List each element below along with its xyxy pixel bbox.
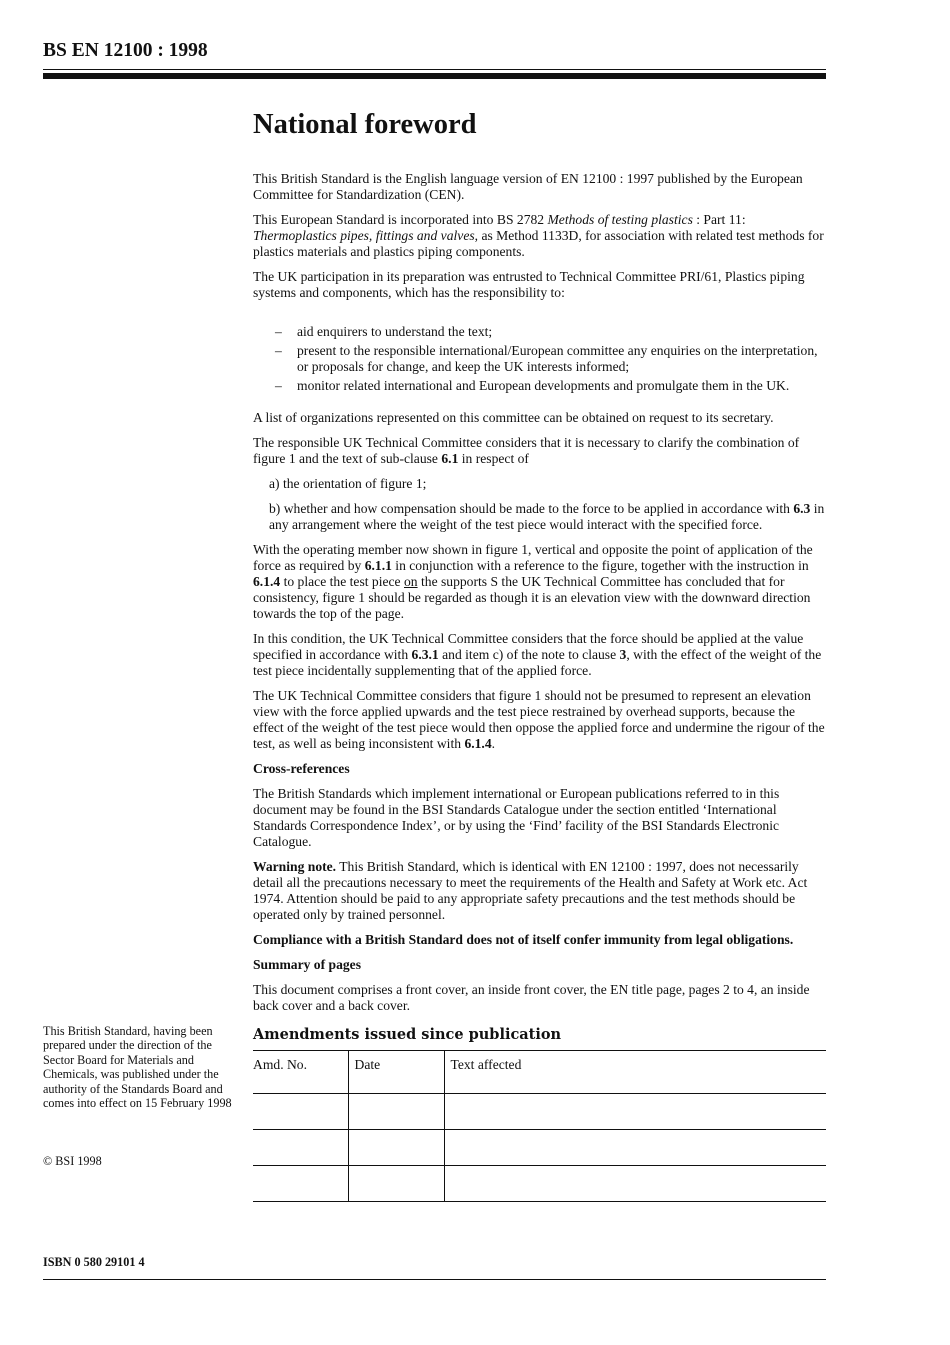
warning-note: Warning note. This British Standard, which is identical with EN 12100 : 1997, does not necessarily detail all the precautions necessary to meet the requirements of the Health and Safety at Work etc. Act 1974. Attention should be paid to any appropriate safety precautions and the test methods should be operated only by trained personnel.	[253, 859, 808, 922]
list-item: – monitor related international and European developments and promulgate them in the UK.	[275, 378, 790, 393]
copyright-notice: © BSI 1998	[43, 1154, 102, 1168]
paragraph-2: This European Standard is incorporated into BS 2782 Methods of testing plastics : Part 11: Thermoplastics pipes, fittings and valves, as Method 1133D, for association with related test methods for plastics materials and plastics piping components.	[253, 212, 824, 259]
table-row	[253, 1130, 826, 1166]
publication-note: This British Standard, having been prepared under the direction of the Sector Board for Materials and Chemicals, was published under the authority of the Standards Board and comes into effect on 15 February 1998	[43, 1024, 232, 1111]
paragraph-7: In this condition, the UK Technical Committee considers that the force should be applied at the value specified in accordance with 6.3.1 and item c) of the note to clause 3, with the effect of the weight of the test piece incidentally supplementing that of the applied force.	[253, 631, 822, 678]
amendments-table	[253, 1050, 826, 1202]
compliance-statement: Compliance with a British Standard does not of itself confer immunity from legal obligations.	[253, 932, 794, 947]
footer-rule	[43, 1279, 826, 1280]
paragraph-4: A list of organizations represented on this committee can be obtained on request to its secretary.	[253, 410, 774, 425]
header-rule-thick	[43, 73, 826, 79]
summary-text: This document comprises a front cover, an inside front cover, the EN title page, pages 2 to 4, an inside back cover and a back cover.	[253, 982, 810, 1013]
paragraph-5: The responsible UK Technical Committee considers that it is necessary to clarify the combination of figure 1 and the text of sub-clause 6.1 in respect of	[253, 435, 800, 466]
amendments-heading: Amendments issued since publication	[253, 1026, 562, 1043]
paragraph-8: The UK Technical Committee considers that figure 1 should not be presumed to represent an elevation view with the force applied upwards and the test piece restrained by overhead supports, because the effect of the weight of the test piece would then oppose the applied force and undermine the rigour of the test, as well as being inconsistent with 6.1.4.	[253, 688, 825, 751]
paragraph-cross-references: The British Standards which implement international or European publications referred to in this document may be found in the BSI Standards Catalogue under the section entitled ‘International Standards Correspondence Index’, or by using the ‘Find’ facility of the BSI Standards Electronic Catalogue.	[253, 786, 780, 849]
responsibility-list	[253, 324, 826, 394]
document-header	[43, 40, 826, 62]
column-header-date: Date	[348, 1051, 444, 1094]
list-item: – aid enquirers to understand the text;	[275, 324, 493, 339]
paragraph-3: The UK participation in its preparation was entrusted to Technical Committee PRI/61, Plastics piping systems and components, which has the responsibility to:	[253, 269, 805, 300]
page-title: National foreword	[253, 109, 477, 140]
document-code: BS EN 12100 : 1998	[43, 40, 208, 61]
table-row	[253, 1094, 826, 1130]
column-header-text-affected: Text affected	[444, 1051, 826, 1094]
sub-item-b: b) whether and how compensation should be made to the force to be applied in accordance with 6.3 in any arrangement where the weight of the test piece would interact with the specified force.	[269, 501, 825, 532]
isbn: ISBN 0 580 29101 4	[43, 1255, 145, 1269]
paragraph-1: This British Standard is the English language version of EN 12100 : 1997 published by the European Committee for Standardization (CEN).	[253, 171, 803, 202]
cross-references-heading: Cross-references	[253, 761, 350, 776]
sub-item-a: a) the orientation of figure 1;	[269, 476, 427, 491]
list-item: – present to the responsible international/European committee any enquiries on the interpretation, or proposals for change, and keep the UK interests informed;	[275, 343, 818, 374]
summary-heading: Summary of pages	[253, 957, 361, 972]
column-header-amd-no: Amd. No.	[253, 1051, 348, 1094]
table-header-row	[253, 1051, 826, 1094]
header-rule-thin	[43, 69, 826, 70]
main-content	[253, 108, 826, 1202]
paragraph-6: With the operating member now shown in figure 1, vertical and opposite the point of application of the force as required by 6.1.1 in conjunction with a reference to the figure, together with the instruction in 6.1.4 to place the test piece on the supports S the UK Technical Committee has concluded that for consistency, figure 1 should be regarded as though it is an elevation view with the downward direction towards the top of the page.	[253, 542, 813, 621]
table-row	[253, 1166, 826, 1202]
